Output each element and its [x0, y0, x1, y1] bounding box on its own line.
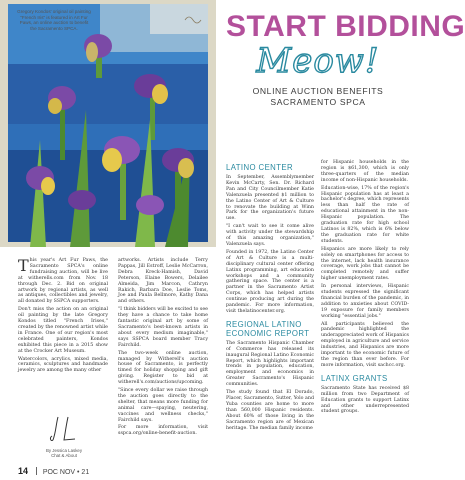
article-paragraph: Watercolors, acrylics, mixed media, ceramics, sculptures and handmade jewelry are among the many other	[18, 356, 108, 374]
author-byline	[28, 448, 100, 459]
headline-script: Meow!	[256, 41, 380, 81]
french-iris-painting	[0, 0, 216, 247]
article-paragraph: This year's Art Fur Paws, the Sacramento SPCA's online fundraising auction, will be live at witherells.com from Nov. 18 through Dec. 2. Bid on original artwork by regional artists, as well as antiques, collectibles and jewelry, all donated by SSPCA supporters.	[18, 256, 108, 305]
news-paragraph: In personal interviews, Hispanic students expressed the significant financial burden of the pandemic, in addition to anxieties about COVID-19 exposure for family members working "essential jobs."	[321, 284, 409, 319]
news-paragraph: Founded in 1972, the Latino Center of Art & Culture is a multi-disciplinary cultural center offering Latinx programming, art education workshops and a community gathering space. The center is a partner in the Sacramento Artist Corps, which has helped artists continue producing art during the pandemic. For more information, visit thelatinocenter.org.	[226, 249, 314, 314]
news-paragraph: In September, Assemblymember Kevin McCarty, Sen. Dr. Richard Pan and City Councilmember Katie Valenzuela presented $1 million to the Latino Center of Art & Culture to renovate the building at Winn Park for the organization's future use.	[226, 175, 314, 222]
headline-subtitle-2: SACRAMENTO SPCA	[270, 96, 366, 107]
section-heading-latinx-grants: LATINX GRANTS	[321, 373, 388, 383]
news-paragraph: Sacramento State has received $8 million from two Department of Education grants to support Latinx and other underrepresented student groups.	[321, 385, 409, 415]
article-paragraph: For more information, visit sspca.org/online-benefit-auction.	[118, 425, 208, 437]
article-paragraph: Don't miss the action on an original oil painting by the late Gregory Kondos titled "French Irises," created by the renowned artist while in France. One of our region's most celebrated painters, Kondos exhibited this piece in a 2015 show at the Crocker Art Museum.	[18, 307, 108, 354]
author-role: Chat & About	[51, 453, 77, 459]
headline-block	[226, 10, 465, 107]
article-column-2	[118, 258, 208, 439]
drop-cap: T	[18, 256, 29, 275]
section-heading-regional-report: REGIONAL LATINO ECONOMIC REPORT	[226, 319, 310, 338]
footer-divider	[36, 467, 37, 475]
news-paragraph: The Sacramento Hispanic Chamber of Commerce has released its inaugural Regional Latino Economic Report, which highlights important trends in population, education, employment and economics in Greater Sacramento's Hispanic communities.	[226, 340, 314, 388]
news-paragraph: for Hispanic households in the region is $61,300, which is only three-quarters of the median income of non-Hispanic households.	[321, 160, 409, 183]
headline-subtitle-1: ONLINE AUCTION BENEFITS	[252, 86, 384, 96]
issue-label: POC NOV • 21	[42, 469, 90, 476]
news-paragraph: All participants believed the pandemic highlighted the underappreciated work of Hispanics employed in agriculture and service industries, and Hispanics are more important to the economic future of the region than ever before. For more information, visit sachcc.org.	[321, 321, 409, 368]
article-paragraph: "I think bidders will be excited to see they have a chance to take home fantastic original art by some of Sacramento's best-known artists in about every medium imaginable," says SSPCA board member Tracy Fairchild.	[118, 307, 208, 348]
news-column-4	[321, 160, 409, 417]
painting-caption: Gregory Kondos' original oil painting "French Iris" is featured in Art Fur Paws, an online auction to benefit the Sacramento SPCA.	[17, 9, 91, 31]
author-name: By Jessica Laskey	[45, 448, 83, 453]
news-paragraph: Hispanics are more likely to rely solely on smartphones for access to the internet, lack health insurance coverage, work jobs that cannot be completed remotely and suffer higher unemployment rates.	[321, 246, 409, 282]
article-paragraph: The two-week online auction, managed by Witherell's auction house of Sacramento, is perfectly timed for holiday shopping and gift giving. Register to bid at witherell's.com/auctions/upcoming.	[118, 350, 208, 386]
news-column-3	[226, 160, 314, 433]
page-number: 14	[18, 466, 29, 476]
news-paragraph: "I can't wait to see it come alive with activity under the stewardship of this amazing organization," Valenzuela says.	[226, 224, 314, 247]
news-paragraph: Education-wise, 17% of the region's Hispanic population has at least a bachelor's degree, which represents less than half the rate of educational attainment in the non-Hispanic population. The graduation rate for high school Latinos is 82%, which is 6% below the graduation rate for white students.	[321, 185, 409, 244]
featured-painting	[0, 0, 216, 247]
article-paragraph: artworks. Artists include Terry Pappas, Jill Estroff, Leslie McCarron, Debra Kreck-Hamish, David Peterson, Elaine Bowers, Delailee Almeida, Jim Marcon, Cathryn Rakich, Barbara Doe, Leslie Toms, Joe and Paula Bellmore, Kathy Dana and others.	[118, 258, 208, 305]
article-column-1	[18, 258, 108, 376]
page-footer	[18, 466, 89, 476]
section-heading-latino-center: LATINO CENTER	[226, 163, 294, 172]
headline-title: START BIDDING	[226, 10, 465, 43]
news-paragraph: The study found that El Dorado, Placer, Sacramento, Sutter, Yolo and Yuba counties are home to more than 560,000 Hispanic residents. About 60% of those living in the Sacramento region are of Mexican heritage. The median family income	[226, 390, 314, 431]
author-signature	[48, 414, 78, 444]
article-paragraph: "Since every dollar we raise through the auction goes directly to the shelter, that means more funding for animal care—spaying, neutering, vaccines and wellness checks," Fairchild says.	[118, 388, 208, 423]
